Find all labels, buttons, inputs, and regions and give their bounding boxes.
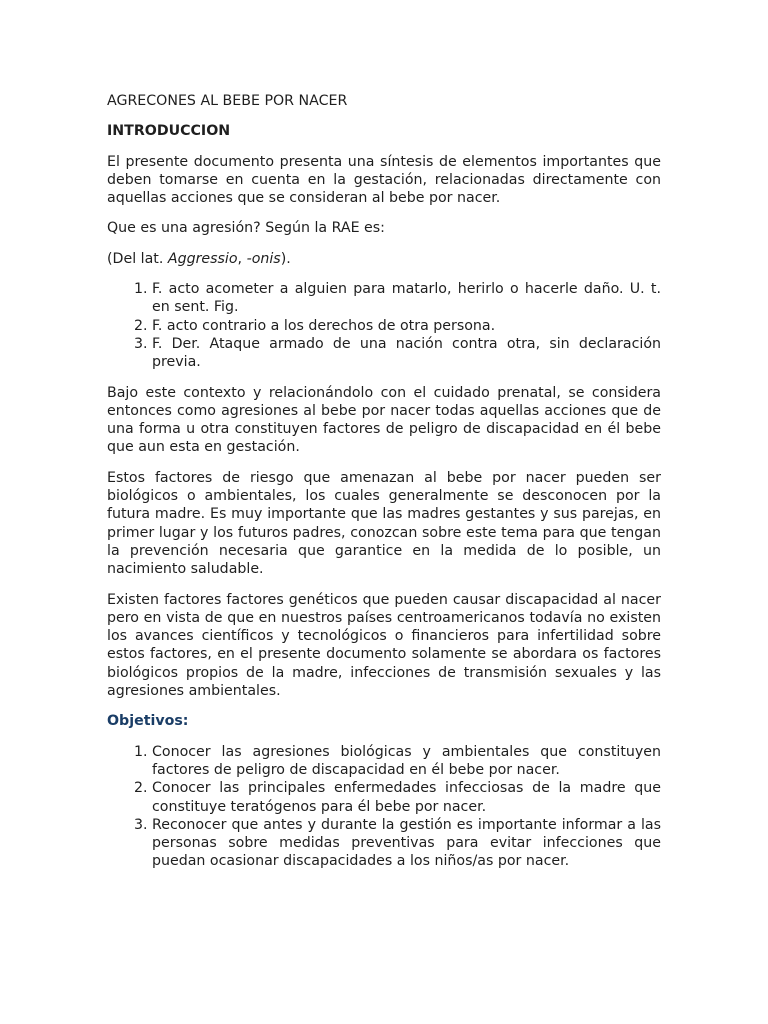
- objectives-list: [107, 743, 661, 871]
- context-paragraph: Bajo este contexto y relacionándolo con el cuidado prenatal, se considera entonces como agresiones al bebe por nacer todas aquellas acciones que de una forma u otra constituyen factores de peligro de discapacidad en él bebe que aun esta en gestación.: [107, 384, 661, 456]
- list-item: 2. F. acto contrario a los derechos de otra persona.: [152, 317, 661, 335]
- document-page: [107, 92, 661, 883]
- list-item: 3. Reconocer que antes y durante la gestión es importante informar a las personas sobre medidas preventivas para evitar infecciones que puedan ocasionar discapacidades a los niños/as por nacer.: [152, 816, 661, 871]
- risk-paragraph: Estos factores de riesgo que amenazan al bebe por nacer pueden ser biológicos o ambientales, los cuales generalmente se desconocen por la futura madre. Es muy importante que las madres gestantes y sus parejas, en primer lugar y los futuros padres, conozcan sobre este tema para que tengan la prevención necesaria que garantice en la medida de lo posible, un nacimiento saludable.: [107, 469, 661, 578]
- definitions-list: [107, 280, 661, 371]
- genetic-paragraph: Existen factores factores genéticos que pueden causar discapacidad al nacer pero en vista de que en nuestros países centroamericanos todavía no existen los avances científicos y tecnológicos o financieros para infertilidad sobre estos factores, en el presente documento solamente se abordara os factores biológicos propios de la madre, infecciones de transmisión sexuales y las agresiones ambientales.: [107, 591, 661, 700]
- etymology-close: ).: [280, 250, 291, 267]
- document-title: AGRECONES AL BEBE POR NACER: [107, 93, 348, 109]
- etymology-line: [107, 250, 661, 268]
- intro-heading: INTRODUCCION: [107, 123, 231, 140]
- list-item: 1. Conocer las agresiones biológicas y ambientales que constituyen factores de peligro de discapacidad en él bebe por nacer.: [152, 743, 661, 780]
- etymology-suffix: -onis: [246, 250, 281, 267]
- list-item: 2. Conocer las principales enfermedades infecciosas de la madre que constituye teratógenos para él bebe por nacer.: [152, 779, 661, 816]
- intro-paragraph: El presente documento presenta una síntesis de elementos importantes que deben tomarse en cuenta en la gestación, relacionadas directamente con aquellas acciones que se consideran al bebe por nacer.: [107, 153, 661, 207]
- etymology-separator: ,: [237, 250, 247, 267]
- list-item: 1. F. acto acometer a alguien para matarlo, herirlo o hacerle daño. U. t. en sent. Fig.: [152, 280, 661, 317]
- etymology-prefix: (Del lat.: [107, 250, 168, 267]
- list-item: 3. F. Der. Ataque armado de una nación contra otra, sin declaración previa.: [152, 335, 661, 372]
- rae-question: Que es una agresión? Según la RAE es:: [107, 220, 385, 237]
- etymology-word: Aggressio: [167, 250, 238, 267]
- objectives-heading: Objetivos:: [107, 713, 189, 730]
